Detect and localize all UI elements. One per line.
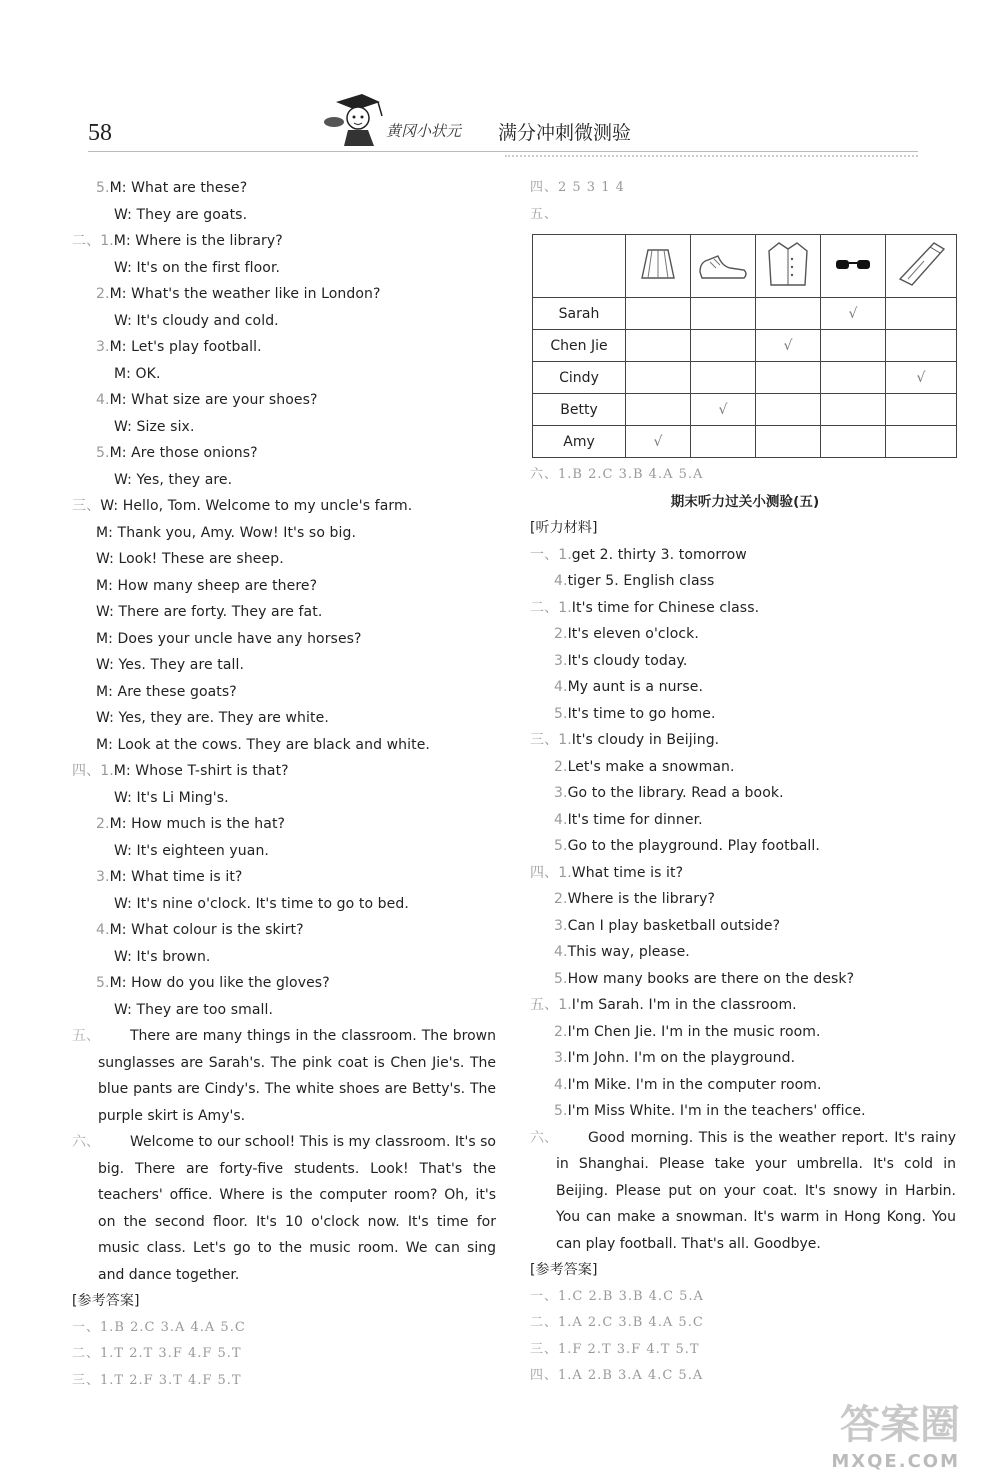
table-row (533, 330, 957, 362)
dialogue-line (72, 546, 502, 573)
dialogue-line (530, 966, 960, 993)
line-text: I'm Miss White. I'm in the teachers' office. (567, 1103, 866, 1119)
dialogue-line (72, 705, 502, 732)
table-header-cell (886, 235, 957, 298)
dialogue-line (530, 1019, 960, 1046)
line-text: Let's make a snowman. (567, 758, 735, 775)
dialogue-line (72, 626, 502, 653)
line-text: M: OK. (114, 365, 161, 382)
line-text: I'm Mike. I'm in the computer room. (567, 1076, 822, 1093)
right-column (530, 175, 960, 1390)
left-passage-5 (72, 1023, 496, 1129)
dialogue-line (530, 913, 960, 940)
line-text: get 2. thirty 3. tomorrow (571, 546, 747, 563)
dialogue-line (72, 281, 502, 308)
dialogue-line (530, 807, 960, 834)
line-text: W: They are goats. (114, 206, 248, 223)
line-number: 4. (96, 922, 110, 938)
line-text: M: Are those onions? (109, 445, 258, 461)
dialogue-line (530, 939, 960, 966)
line-number: 2. (96, 286, 110, 302)
line-text: It's time for dinner. (567, 811, 703, 828)
table-cell: √ (691, 394, 756, 426)
dialogue-line (72, 970, 502, 997)
answer-row: 二、1.A 2.C 3.B 4.A 5.C (530, 1315, 704, 1330)
dialogue-line (72, 838, 502, 865)
answers-heading: [参考答案] (72, 1293, 140, 1309)
left-passage-6 (72, 1129, 496, 1288)
line-number: 5. (554, 970, 568, 987)
line-number: 3. (554, 652, 568, 669)
dialogue-line (530, 595, 960, 622)
line-text: W: Yes, they are. They are white. (96, 710, 329, 726)
dialogue-line (530, 621, 960, 648)
table-row (533, 394, 957, 426)
line-text: M: Does your uncle have any horses? (96, 630, 362, 647)
line-number: 4. (554, 573, 568, 589)
line-text: It's time to go home. (567, 705, 716, 722)
dialogue-line (530, 1072, 960, 1099)
table-row-name: Sarah (533, 298, 626, 330)
line-text: W: It's brown. (114, 948, 211, 965)
line-number: 4. (96, 392, 110, 408)
line-text: It's eleven o'clock. (567, 626, 699, 642)
table-cell (691, 330, 756, 362)
dialogue-line (530, 860, 960, 887)
answer-row: 二、1.T 2.T 3.F 4.F 5.T (72, 1346, 242, 1361)
line-text: M: What time is it? (109, 869, 243, 885)
table-cell (821, 330, 886, 362)
answer-row: 一、1.C 2.B 3.B 4.C 5.A (530, 1288, 704, 1304)
line-text: W: It's on the first floor. (114, 259, 281, 276)
dialogue-line (72, 811, 502, 838)
line-text: What time is it? (571, 864, 684, 881)
table-cell (886, 394, 957, 426)
line-text: This way, please. (567, 944, 690, 960)
answer-row: 三、1.T 2.F 3.T 4.F 5.T (72, 1372, 242, 1388)
dialogue-line (72, 255, 502, 282)
table-cell (626, 362, 691, 394)
line-number: 四、1. (72, 763, 114, 779)
answer-row-label: 五、 (530, 206, 559, 222)
line-text: tiger 5. English class (567, 573, 715, 589)
line-number: 4. (554, 1076, 568, 1093)
line-text: M: What are these? (109, 180, 248, 196)
brand-logo-text: 黄冈小状元 (386, 122, 462, 140)
line-text: M: Let's play football. (109, 339, 262, 355)
dialogue-line (72, 732, 502, 759)
table-cell (691, 426, 756, 458)
line-number: 2. (554, 758, 568, 775)
table-row (533, 298, 957, 330)
line-number: 5. (96, 445, 110, 461)
answer-row: 六、1.B 2.C 3.B 4.A 5.A (530, 467, 704, 482)
dialogue-line (530, 568, 960, 595)
line-text: M: Are these goats? (96, 683, 237, 700)
dialogue-line (72, 997, 502, 1024)
table-corner-cell (533, 235, 626, 298)
table-cell (756, 362, 821, 394)
answer-row: 四、2 5 3 1 4 (530, 180, 625, 195)
line-text: M: What size are your shoes? (109, 392, 318, 408)
table-cell (626, 330, 691, 362)
table-cell (756, 298, 821, 330)
dialogue-line (72, 440, 502, 467)
line-text: Go to the library. Read a book. (567, 785, 784, 801)
line-number: 2. (554, 626, 568, 642)
pants-icon (894, 239, 948, 289)
table-header-cell (691, 235, 756, 298)
table-cell (691, 298, 756, 330)
line-text: It's cloudy in Beijing. (571, 732, 720, 748)
table-row-name: Chen Jie (533, 330, 626, 362)
table-cell (821, 362, 886, 394)
dialogue-line (530, 754, 960, 781)
line-number: 三、1. (530, 732, 572, 748)
line-text: W: It's Li Ming's. (114, 789, 229, 806)
line-number: 5. (96, 180, 110, 196)
table-row-name: Cindy (533, 362, 626, 394)
table-header-cell (756, 235, 821, 298)
dialogue-line (72, 334, 502, 361)
line-text: Can I play basketball outside? (567, 917, 781, 934)
line-text: M: Whose T-shirt is that? (113, 763, 289, 779)
answer-row: 三、1.F 2.T 3.F 4.T 5.T (530, 1341, 700, 1357)
line-text: W: It's nine o'clock. It's time to go to bed. (114, 895, 409, 912)
line-number: 2. (554, 1023, 568, 1040)
answer-row: 四、1.A 2.B 3.A 4.C 5.A (530, 1368, 704, 1383)
answer-row: 一、1.B 2.C 3.A 4.A 5.C (72, 1319, 246, 1335)
line-text: W: Look! These are sheep. (96, 551, 284, 567)
line-text: M: Look at the cows. They are black and white. (96, 736, 430, 753)
table-cell: √ (821, 298, 886, 330)
table-cell (886, 298, 957, 330)
line-text: W: It's cloudy and cold. (114, 312, 279, 329)
table-header-cell (626, 235, 691, 298)
line-number: 4. (554, 944, 568, 960)
table-cell: √ (756, 330, 821, 362)
table-header-row (533, 235, 957, 298)
line-number: 4. (554, 811, 568, 828)
line-number: 5. (554, 1103, 568, 1119)
dialogue-line (72, 467, 502, 494)
table-cell: √ (626, 426, 691, 458)
header-dotted-divider (505, 155, 918, 157)
line-number: 一、1. (530, 546, 572, 563)
table-cell (821, 426, 886, 458)
line-number: 5. (96, 975, 110, 991)
line-number: 二、1. (530, 599, 572, 616)
dialogue-line (530, 886, 960, 913)
table-cell (626, 394, 691, 426)
line-number: 4. (554, 679, 568, 695)
answers-heading: [参考答案] (530, 1262, 598, 1278)
line-text: I'm Sarah. I'm in the classroom. (571, 997, 797, 1013)
left-column (72, 175, 502, 1394)
passage-6-mark: 六、 (530, 1129, 558, 1146)
dialogue-line (72, 308, 502, 335)
line-number: 3. (554, 917, 568, 934)
table-cell (756, 426, 821, 458)
dialogue-line (530, 542, 960, 569)
line-text: W: There are forty. They are fat. (96, 604, 323, 620)
dialogue-line (530, 674, 960, 701)
dialogue-line (530, 992, 960, 1019)
dialogue-line (530, 1098, 960, 1125)
dialogue-line (530, 780, 960, 807)
right-dialogue-lines (530, 542, 960, 1125)
dialogue-line (530, 727, 960, 754)
line-text: It's time for Chinese class. (571, 599, 760, 616)
scholar-cartoon-icon (318, 88, 390, 148)
line-text: M: What's the weather like in London? (109, 286, 381, 302)
watermark-url: MXQE.COM (831, 1451, 960, 1472)
table-row (533, 362, 957, 394)
line-number: 五、1. (530, 997, 572, 1013)
line-number: 3. (96, 339, 110, 355)
passage-5-text: There are many things in the classroom. The brown sunglasses are Sarah's. The pink coat is Chen Jie's. The blue pants are Cindy's. The white shoes are Betty's. The purple skirt is Amy's. (98, 1028, 496, 1124)
sunglasses-icon (833, 254, 873, 274)
coat-icon (765, 239, 811, 289)
line-text: M: How do you like the gloves? (109, 975, 330, 991)
dialogue-line (72, 361, 502, 388)
dialogue-line (72, 387, 502, 414)
dialogue-line (72, 944, 502, 971)
line-number: 四、1. (530, 864, 572, 881)
line-number: 2. (96, 816, 110, 832)
line-number: 2. (554, 891, 568, 907)
dialogue-line (72, 758, 502, 785)
line-text: W: Hello, Tom. Welcome to my uncle's farm. (100, 498, 413, 514)
line-text: My aunt is a nurse. (567, 679, 704, 695)
passage-6-mark: 六、 (72, 1134, 100, 1150)
table-row-name: Betty (533, 394, 626, 426)
line-text: M: Where is the library? (113, 233, 283, 249)
line-number: 3. (554, 785, 568, 801)
passage-6-text: Good morning. This is the weather report. It's rainy in Shanghai. Please take your umbrella. It's cold in Beijing. Please put on your coat. It's snowy in Harbin. You can make a snowman. It's warm in Hong Kong. You can play football. That's all. Goodbye. (556, 1129, 956, 1252)
right-passage-6 (530, 1125, 956, 1258)
passage-5-mark: 五、 (72, 1028, 100, 1044)
table-cell (821, 394, 886, 426)
line-number: 3. (96, 869, 110, 885)
passage-6-text: Welcome to our school! This is my classroom. It's so big. There are forty-five students. Look! That's the teachers' office. Where is the computer room? Oh, it's on the second floor. It's 10 o'clock now. It's time for music class. Let's go to the music room. We can sing and dance together. (98, 1134, 496, 1283)
dialogue-line (530, 1045, 960, 1072)
line-number: 3. (554, 1050, 568, 1066)
table-cell (886, 426, 957, 458)
dialogue-line (72, 652, 502, 679)
left-dialogue-lines (72, 175, 502, 1023)
dialogue-line (72, 864, 502, 891)
line-text: I'm Chen Jie. I'm in the music room. (567, 1023, 821, 1040)
line-text: Where is the library? (567, 891, 716, 907)
shoes-icon (696, 244, 750, 284)
dialogue-line (72, 228, 502, 255)
line-text: M: What colour is the skirt? (109, 922, 304, 938)
dialogue-line (72, 891, 502, 918)
table-row (533, 426, 957, 458)
line-text: I'm John. I'm on the playground. (567, 1050, 796, 1066)
table-cell (886, 330, 957, 362)
dialogue-line (72, 175, 502, 202)
section-title: 期末听力过关小测验(五) (670, 493, 820, 510)
line-text: M: How much is the hat? (109, 816, 286, 832)
line-number: 5. (554, 838, 568, 854)
listening-heading: [听力材料] (530, 520, 598, 536)
watermark-logo: 答案圈 (840, 1401, 960, 1448)
line-text: W: Yes. They are tall. (96, 657, 245, 673)
dialogue-line (72, 414, 502, 441)
line-text: W: It's eighteen yuan. (114, 842, 269, 859)
dialogue-line (72, 493, 502, 520)
dialogue-line (72, 599, 502, 626)
skirt-icon (634, 244, 682, 284)
line-text: Go to the playground. Play football. (567, 838, 820, 854)
clothes-owner-table (532, 234, 957, 458)
table-cell: √ (886, 362, 957, 394)
line-text: W: They are too small. (114, 1001, 274, 1018)
line-text: M: How many sheep are there? (96, 577, 318, 594)
dialogue-line (72, 785, 502, 812)
dialogue-line (72, 573, 502, 600)
table-cell (626, 298, 691, 330)
table-cell (691, 362, 756, 394)
dialogue-line (72, 917, 502, 944)
line-text: W: Yes, they are. (114, 471, 233, 488)
line-text: M: Thank you, Amy. Wow! It's so big. (96, 524, 357, 541)
line-text: It's cloudy today. (567, 652, 688, 669)
table-cell (756, 394, 821, 426)
dialogue-line (72, 202, 502, 229)
table-header-cell (821, 235, 886, 298)
line-number: 5. (554, 705, 568, 722)
dialogue-line (530, 833, 960, 860)
line-text: How many books are there on the desk? (567, 970, 855, 987)
dialogue-line (72, 520, 502, 547)
header-divider (88, 151, 918, 152)
line-number: 二、1. (72, 233, 114, 249)
line-number: 三、 (72, 498, 101, 514)
table-row-name: Amy (533, 426, 626, 458)
page-header-title: 满分冲刺微测验 (498, 122, 632, 144)
line-text: W: Size six. (114, 418, 195, 435)
dialogue-line (72, 679, 502, 706)
dialogue-line (530, 701, 960, 728)
dialogue-line (530, 648, 960, 675)
page-number: 58 (88, 120, 112, 146)
